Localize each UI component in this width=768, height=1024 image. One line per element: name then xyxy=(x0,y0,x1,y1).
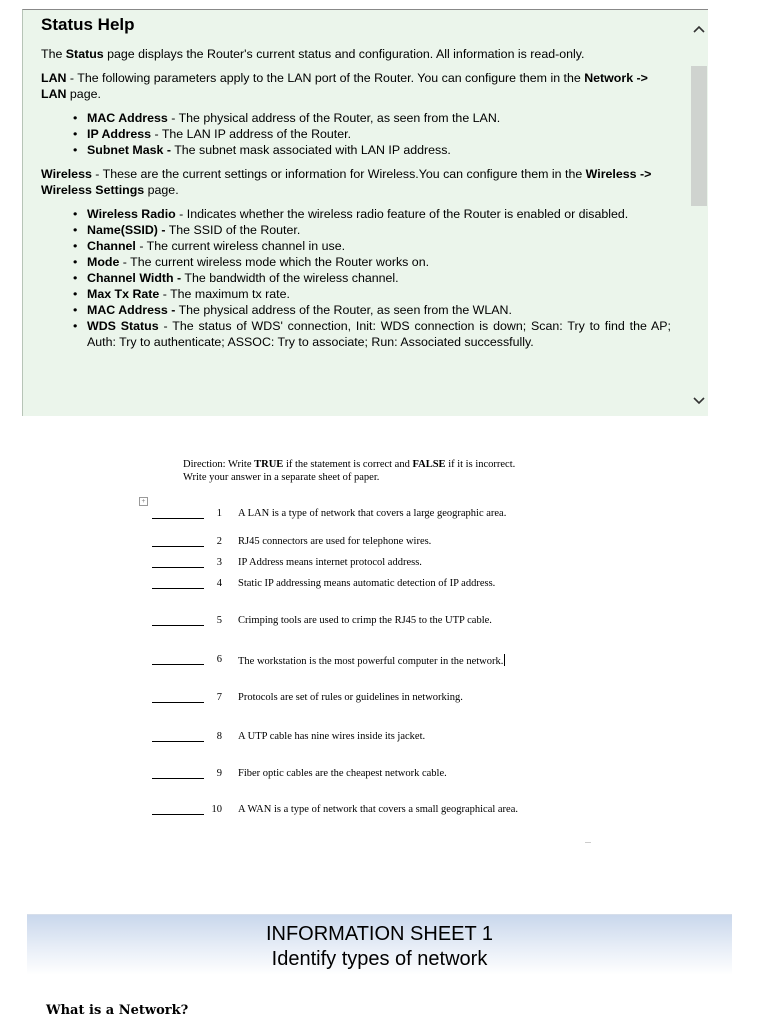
item-statement: RJ45 connectors are used for telephone wires. xyxy=(238,536,432,547)
bold-text: Wireless -> Wireless Settings xyxy=(41,167,652,197)
help-wireless-list xyxy=(41,206,671,350)
list-item xyxy=(87,302,671,318)
table-move-handle-icon[interactable]: + xyxy=(139,497,148,506)
list-item xyxy=(87,142,671,158)
direction-line-2: Write your answer in a separate sheet of paper. xyxy=(183,472,380,483)
list-item xyxy=(87,286,671,302)
list-item-term: MAC Address xyxy=(87,111,168,125)
chevron-down-icon[interactable] xyxy=(693,394,705,406)
section-heading: What is a Network? xyxy=(46,1003,189,1018)
list-item-description: - Indicates whether the wireless radio feature of the Router is enabled or disabled. xyxy=(175,207,629,221)
bold-text: Network -> LAN xyxy=(41,71,648,101)
item-number: 6 xyxy=(216,654,222,665)
list-item-term: Channel xyxy=(87,239,136,253)
list-item-term: MAC Address - xyxy=(87,303,176,317)
list-item-term: Subnet Mask - xyxy=(87,143,171,157)
list-item-description: The SSID of the Router. xyxy=(165,223,301,237)
list-item xyxy=(87,126,671,142)
help-scrollbar[interactable] xyxy=(690,10,708,416)
item-number: 8 xyxy=(216,731,222,742)
item-number: 2 xyxy=(216,536,222,547)
text-run: page. xyxy=(66,87,101,101)
help-wireless-paragraph xyxy=(41,166,671,198)
help-title: Status Help xyxy=(41,15,135,34)
list-item-description: - The current wireless channel in use. xyxy=(135,239,346,253)
text-run: if the statement is correct and xyxy=(283,459,413,470)
help-lan-list xyxy=(41,110,671,158)
list-item xyxy=(87,206,671,222)
answer-blank[interactable] xyxy=(152,588,204,589)
answer-blank[interactable] xyxy=(152,778,204,779)
answer-blank[interactable] xyxy=(152,814,204,815)
item-number: 7 xyxy=(216,692,222,703)
item-number: 3 xyxy=(216,557,222,568)
list-item-description: - The current wireless mode which the Router works on. xyxy=(119,255,430,269)
list-item-description: The subnet mask associated with LAN IP address. xyxy=(171,143,451,157)
list-item xyxy=(87,270,671,286)
status-help-panel xyxy=(22,9,708,416)
answer-blank[interactable] xyxy=(152,567,204,568)
answer-blank[interactable] xyxy=(152,625,204,626)
list-item-description: The physical address of the Router, as seen from the WLAN. xyxy=(175,303,512,317)
list-item-term: Mode xyxy=(87,255,120,269)
list-item xyxy=(87,318,671,350)
bold-text: Status xyxy=(65,47,104,61)
answer-blank[interactable] xyxy=(152,741,204,742)
answer-blank[interactable] xyxy=(152,664,204,665)
list-item-term: Wireless Radio xyxy=(87,207,176,221)
list-item-description: - The LAN IP address of the Router. xyxy=(151,127,352,141)
bold-text: TRUE xyxy=(254,459,284,470)
answer-blank[interactable] xyxy=(152,546,204,547)
item-statement: IP Address means internet protocol address. xyxy=(238,557,422,568)
scrollbar-thumb[interactable] xyxy=(691,66,707,206)
item-number: 5 xyxy=(216,615,222,626)
list-item-term: IP Address xyxy=(87,127,152,141)
text-cursor xyxy=(504,654,505,666)
bold-text: Wireless xyxy=(41,167,92,181)
item-number: 1 xyxy=(216,508,222,519)
item-number: 10 xyxy=(211,804,222,815)
item-number: 9 xyxy=(216,768,222,779)
list-item-description: The bandwidth of the wireless channel. xyxy=(181,271,399,285)
bold-text: FALSE xyxy=(412,459,446,470)
list-item xyxy=(87,110,671,126)
list-item xyxy=(87,222,671,238)
answer-blank[interactable] xyxy=(152,702,204,703)
list-item xyxy=(87,238,671,254)
list-item-description: - The status of WDS' connection, Init: WDS connection is down; Scan: Try to find the AP; Auth: Try to authenticate; ASSOC: Try to associate; Run: Associated successfully. xyxy=(87,319,672,349)
banner-title: INFORMATION SHEET 1 xyxy=(265,923,494,945)
list-item-term: Channel Width - xyxy=(87,271,182,285)
item-statement: A UTP cable has nine wires inside its jacket. xyxy=(238,731,426,742)
true-false-worksheet xyxy=(0,450,768,870)
list-item-term: WDS Status xyxy=(87,319,159,333)
list-item xyxy=(87,254,671,270)
item-statement: Static IP addressing means automatic detection of IP address. xyxy=(238,578,496,589)
item-statement: The workstation is the most powerful computer in the network. xyxy=(238,656,504,667)
item-statement: Fiber optic cables are the cheapest network cable. xyxy=(238,768,447,779)
item-statement: Crimping tools are used to crimp the RJ45 to the UTP cable. xyxy=(238,615,492,626)
list-item-term: Max Tx Rate xyxy=(87,287,160,301)
item-statement: A WAN is a type of network that covers a small geographical area. xyxy=(238,804,519,815)
help-intro xyxy=(41,46,671,62)
text-run: if it is incorrect. xyxy=(445,459,516,470)
help-lan-paragraph xyxy=(41,70,671,102)
list-item-term: Name(SSID) - xyxy=(87,223,166,237)
item-statement: Protocols are set of rules or guidelines in networking. xyxy=(238,692,463,703)
item-statement: A LAN is a type of network that covers a large geographic area. xyxy=(238,508,507,519)
bold-text: LAN xyxy=(41,71,67,85)
text-run: Direction: Write xyxy=(183,459,255,470)
divider xyxy=(585,842,591,843)
text-run: - These are the current settings or information for Wireless.You can configure them in the xyxy=(91,167,586,181)
help-content xyxy=(41,14,671,358)
item-number: 4 xyxy=(216,578,222,589)
worksheet-direction xyxy=(183,458,515,484)
banner-subtitle: Identify types of network xyxy=(271,948,488,970)
text-run: page. xyxy=(144,183,179,197)
text-run: - The following parameters apply to the LAN port of the Router. You can configure them in the xyxy=(66,71,585,85)
list-item-description: - The maximum tx rate. xyxy=(159,287,290,301)
answer-blank[interactable] xyxy=(152,518,204,519)
list-item-description: - The physical address of the Router, as seen from the LAN. xyxy=(167,111,501,125)
text-run: page displays the Router's current status and configuration. All information is read-only. xyxy=(103,47,585,61)
direction-line-1 xyxy=(183,458,515,471)
information-sheet-banner xyxy=(27,914,732,975)
text-run: The xyxy=(41,47,66,61)
chevron-up-icon[interactable] xyxy=(693,24,705,36)
